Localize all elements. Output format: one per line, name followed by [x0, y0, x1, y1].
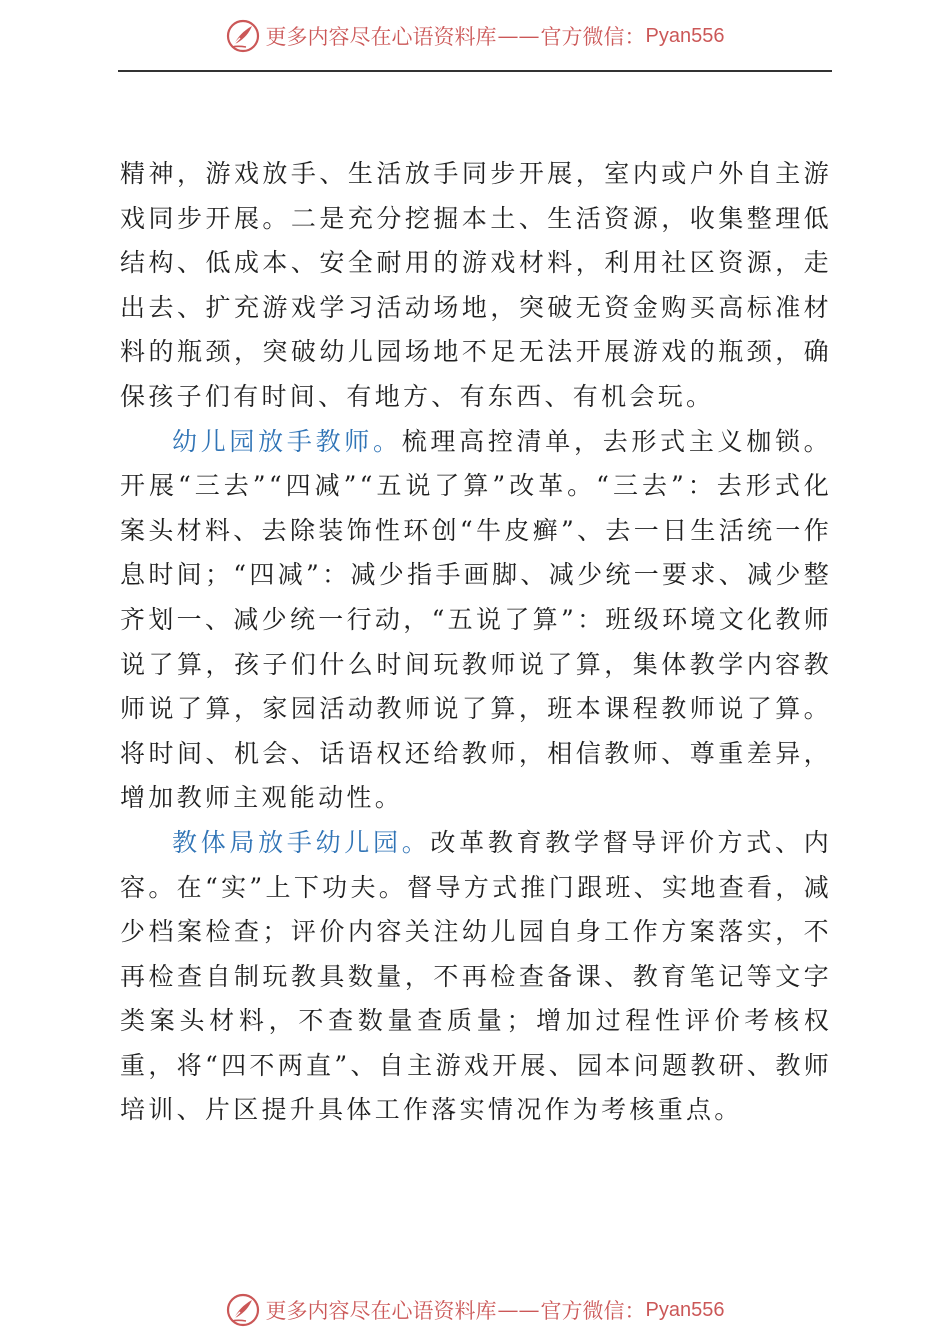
- quill-pen-logo-icon: [226, 1293, 260, 1327]
- watermark-wechat-id: Pyan556: [645, 1298, 725, 1321]
- paragraph-3-text: 改革教育教学督导评价方式、内容。在“实”上下功夫。督导方式推门跟班、实地查看，减少档案检查；评价内容关注幼儿园自身工作方案落实，不再检查自制玩教具数量，不再检查备课、教育笔记等文字类案头材料，不查数量查质量；增加过程性评价考核权重，将“四不两直”、自主游戏开展、园本问题教研、教师培训、片区提升具体工作落实情况作为考核重点。: [120, 827, 832, 1125]
- watermark-wechat-label: 官方微信：: [540, 25, 646, 49]
- watermark-separator: ——: [497, 24, 540, 48]
- paragraph-3-heading: 教体局放手幼儿园。: [172, 827, 431, 857]
- paragraph-1: 精神，游戏放手、生活放手同步开展，室内或户外自主游戏同步开展。二是充分挖掘本土、生活资源，收集整理低结构、低成本、安全耐用的游戏材料，利用社区资源，走出去、扩充游戏学习活动场地，突破无资金购买高标准材料的瓶颈，突破幼儿园场地不足无法开展游戏的瓶颈，确保孩子们有时间、有地方、有东西、有机会玩。: [120, 159, 832, 411]
- watermark-wechat-label: 官方微信：: [540, 1299, 646, 1323]
- watermark-text: 更多内容尽在心语资料库: [265, 1299, 497, 1323]
- paragraph-2-text: 梳理高控清单，去形式主义枷锁。开展“三去”“四减”“五说了算”改革。“三去”：去形式化案头材料、去除装饰性环创“牛皮癣”、去一日生活统一作息时间；“四减”：减少指手画脚、减少统一要求、减少整齐划一、减少统一行动，“五说了算”：班级环境文化教师说了算，孩子们什么时间玩教师说了算，集体教学内容教师说了算，家园活动教师说了算，班本课程教师说了算。将时间、机会、话语权还给教师，相信教师、尊重差异，增加教师主观能动性。: [120, 426, 832, 813]
- header-watermark: [0, 16, 950, 56]
- header-divider: [118, 70, 832, 72]
- footer-watermark: [0, 1290, 950, 1330]
- watermark-wechat-id: Pyan556: [645, 24, 725, 47]
- watermark-text: 更多内容尽在心语资料库: [265, 25, 497, 49]
- paragraph-2-heading: 幼儿园放手教师。: [172, 426, 402, 456]
- paragraph-2: [120, 420, 832, 821]
- quill-pen-logo-icon: [226, 19, 260, 53]
- document-body: [120, 152, 832, 1133]
- watermark-separator: ——: [497, 1298, 540, 1322]
- paragraph-3: [120, 821, 832, 1133]
